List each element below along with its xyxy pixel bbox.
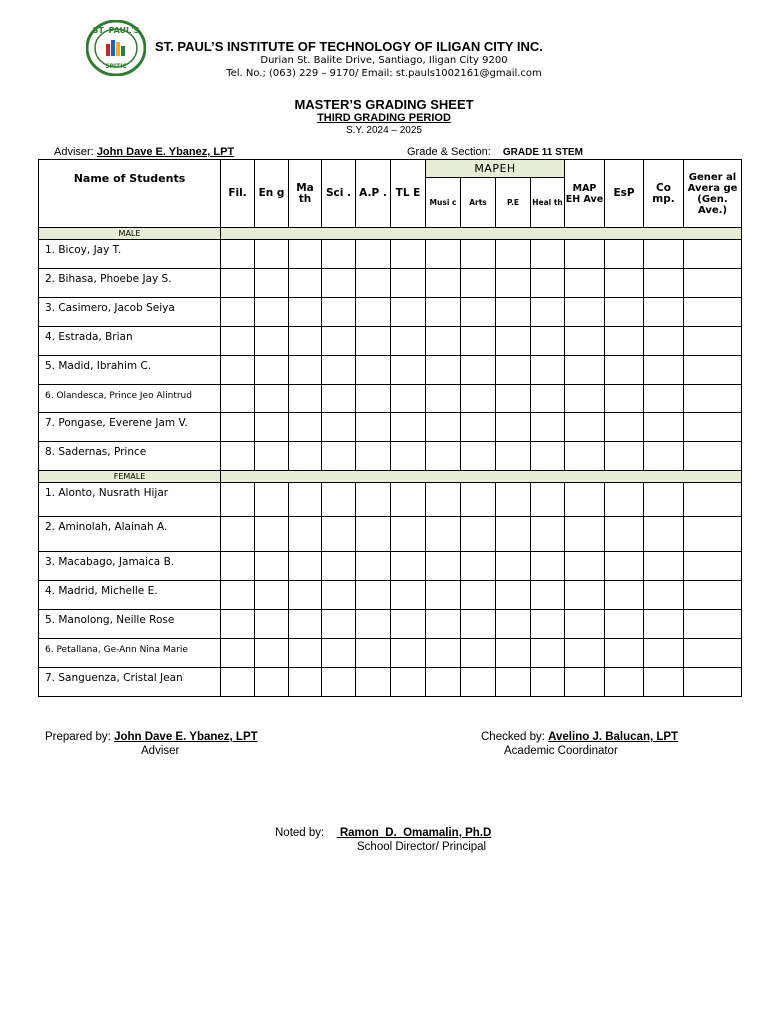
female-section-label: FEMALE [39,471,221,483]
student-name: 7. Sanguenza, Cristal Jean [39,668,221,697]
student-name: 3. Macabago, Jamaica B. [39,552,221,581]
section-value: GRADE 11 STEM [502,147,583,158]
male-section-fill [221,228,742,240]
general-average-header: Gener al Avera ge (Gen. Ave.) [684,160,742,228]
adviser-name: John Dave E. Ybanez, LPT [96,146,235,158]
mapeh-health-header: Heal th [531,178,565,228]
prepared-by-line [45,731,258,743]
name-header: Name of Students [39,160,221,228]
subject-header-tle: TL E [391,160,426,228]
noted-by-line [275,827,491,839]
adviser-label: Adviser: [54,146,94,158]
grading-table [38,159,742,697]
checked-by-name: Avelino J. Balucan, LPT [548,731,679,743]
prepared-by-name: John Dave E. Ybanez, LPT [114,731,258,743]
school-year: S.Y. 2024 – 2025 [346,125,422,136]
prepared-by-label: Prepared by: [45,731,111,743]
subject-header-eng: En g [255,160,289,228]
school-name: ST. PAUL’S INSTITUTE OF TECHNOLOGY OF ILIGAN CITY INC. [155,39,543,54]
male-section-label: MALE [39,228,221,240]
noted-by-label: Noted by: [275,827,325,839]
school-address: Durian St. Balite Drive, Santiago, Iligan City 9200 [260,55,508,66]
student-name: 1. Alonto, Nusrath Hijar [39,483,221,517]
checked-by-label: Checked by: [481,731,545,743]
section-line [407,146,583,158]
subject-header-fil: Fil. [221,160,255,228]
subject-header-sci: Sci . [322,160,356,228]
student-name: 6. Petallana, Ge-Ann Nina Marie [39,639,221,668]
female-section-fill [221,471,742,483]
mapeh-pe-header: P.E [496,178,531,228]
noted-by-role: School Director/ Principal [357,841,487,853]
document-title: MASTER’S GRADING SHEET [294,97,474,112]
svg-text:SPITIC: SPITIC [105,63,127,70]
section-label: Grade & Section: [407,146,491,158]
prepared-by-role: Adviser [141,745,180,757]
mapeh-arts-header: Arts [461,178,496,228]
student-name: 2. Bihasa, Phoebe Jay S. [39,269,221,298]
student-name: 5. Madid, Ibrahim C. [39,356,221,385]
esp-header: EsP [605,160,644,228]
subject-header-ap: A.P . [356,160,391,228]
student-name: 3. Casimero, Jacob Seiya [39,298,221,327]
student-name: 4. Estrada, Brian [39,327,221,356]
svg-text:ST. PAUL'S: ST. PAUL'S [92,26,140,35]
mapeh-music-header: Musi c [426,178,461,228]
student-name: 8. Sadernas, Prince [39,442,221,471]
school-contact: Tel. No.; (063) 229 – 9170/ Email: st.pauls1002161@gmail.com [226,68,542,79]
mapeh-header: MAPEH [426,160,565,178]
adviser-line [54,146,234,158]
checked-by-line [481,731,678,743]
student-name: 1. Bicoy, Jay T. [39,240,221,269]
mapeh-ave-header: MAP EH Ave [565,160,605,228]
noted-by-name: Ramon D. Omamalin, Ph.D [336,827,492,839]
comp-header: Co mp. [644,160,684,228]
student-name: 5. Manolong, Neille Rose [39,610,221,639]
student-name: 2. Aminolah, Alainah A. [39,517,221,552]
student-name: 4. Madrid, Michelle E. [39,581,221,610]
subject-header-math: Ma th [289,160,322,228]
checked-by-role: Academic Coordinator [504,745,618,757]
grading-period: THIRD GRADING PERIOD [317,112,451,124]
student-name: 6. Olandesca, Prince Jeo Alintrud [39,385,221,413]
student-name: 7. Pongase, Everene Jam V. [39,413,221,442]
